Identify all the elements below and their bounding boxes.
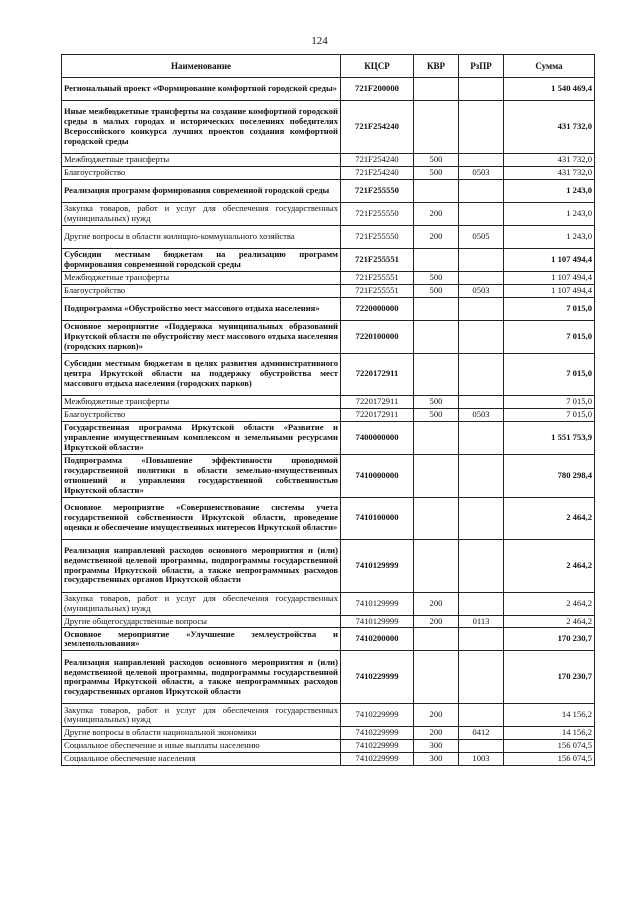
cell-rzpr: 0503 [459,408,504,421]
cell-code: 721F200000 [341,78,414,101]
cell-kvr: 200 [414,202,459,225]
cell-kvr [414,651,459,704]
cell-sum: 1 243,0 [504,225,595,248]
cell-code: 721F255551 [341,284,414,297]
cell-sum: 1 107 494,4 [504,284,595,297]
cell-sum: 7 015,0 [504,353,595,395]
table-row [62,284,595,297]
table-row [62,454,595,497]
cell-code: 721F255550 [341,202,414,225]
cell-rzpr [459,651,504,704]
cell-sum: 2 464,2 [504,497,595,539]
cell-sum: 14 156,2 [504,704,595,727]
cell-kvr: 500 [414,395,459,408]
cell-sum: 1 243,0 [504,202,595,225]
cell-name: Основное мероприятие «Улучшение землеустройства и землепользования» [62,628,341,651]
cell-kvr [414,628,459,651]
cell-name: Реализация направлений расходов основного мероприятия и (или) ведомственной целевой программы, подпрограммы государственной программы Иркутской области, а также непрограммных расходов государственных органов Иркутской области [62,651,341,704]
cell-code: 7400000000 [341,421,414,454]
cell-code: 7410229999 [341,704,414,727]
cell-sum: 1 107 494,4 [504,271,595,284]
cell-sum: 2 464,2 [504,615,595,628]
header-code: КЦСР [341,55,414,78]
cell-rzpr: 0503 [459,166,504,179]
cell-rzpr: 0412 [459,727,504,740]
cell-rzpr [459,179,504,202]
cell-kvr [414,454,459,497]
cell-sum: 1 540 469,4 [504,78,595,101]
cell-sum: 7 015,0 [504,395,595,408]
cell-kvr [414,101,459,154]
cell-code: 7220000000 [341,297,414,320]
cell-sum: 2 464,2 [504,539,595,592]
cell-name: Реализация направлений расходов основного мероприятия и (или) ведомственной целевой программы, подпрограммы государственной программы Иркутской области, а также непрограммных расходов государственных органов Иркутской области [62,539,341,592]
cell-name: Закупка товаров, работ и услуг для обеспечения государственных (муниципальных) нужд [62,202,341,225]
cell-rzpr [459,395,504,408]
table-row [62,320,595,353]
cell-name: Основное мероприятие «Совершенствование системы учета государственной собственности Иркутской области, проведение оценки и обеспечение имущественных интересов Иркутской области» [62,497,341,539]
table-row [62,753,595,766]
cell-sum: 7 015,0 [504,320,595,353]
cell-rzpr [459,421,504,454]
cell-rzpr [459,592,504,615]
cell-sum: 7 015,0 [504,297,595,320]
cell-code: 721F255550 [341,225,414,248]
cell-code: 7410200000 [341,628,414,651]
cell-rzpr: 0113 [459,615,504,628]
cell-rzpr [459,628,504,651]
cell-code: 7220172911 [341,353,414,395]
table-body [62,78,595,766]
table-row [62,202,595,225]
cell-name: Подпрограмма «Обустройство мест массового отдыха населения» [62,297,341,320]
cell-name: Благоустройство [62,408,341,421]
cell-sum: 1 243,0 [504,179,595,202]
cell-kvr: 500 [414,284,459,297]
cell-rzpr: 0503 [459,284,504,297]
table-row [62,271,595,284]
cell-name: Субсидии местным бюджетам на реализацию программ формирования современной городской среды [62,248,341,271]
cell-name: Межбюджетные трансферты [62,395,341,408]
table-row [62,740,595,753]
header-rzpr: РзПР [459,55,504,78]
header-sum: Сумма [504,55,595,78]
cell-code: 7410229999 [341,727,414,740]
table-row [62,704,595,727]
cell-kvr: 200 [414,615,459,628]
cell-rzpr [459,154,504,167]
cell-kvr: 500 [414,154,459,167]
cell-code: 721F254240 [341,154,414,167]
table-row [62,395,595,408]
cell-sum: 14 156,2 [504,727,595,740]
cell-rzpr [459,297,504,320]
cell-kvr: 500 [414,166,459,179]
cell-rzpr [459,271,504,284]
table-row [62,225,595,248]
cell-sum: 170 230,7 [504,628,595,651]
cell-name: Другие общегосударственные вопросы [62,615,341,628]
cell-name: Субсидии местным бюджетам в целях развития административного центра Иркутской области на поддержку обустройства мест массового отдыха населения (городских парков) [62,353,341,395]
cell-name: Другие вопросы в области жилищно-коммунального хозяйства [62,225,341,248]
cell-kvr [414,179,459,202]
table-row [62,179,595,202]
cell-rzpr [459,101,504,154]
cell-kvr: 200 [414,704,459,727]
cell-rzpr [459,202,504,225]
cell-name: Межбюджетные трансферты [62,154,341,167]
cell-sum: 431 732,0 [504,101,595,154]
cell-sum: 431 732,0 [504,166,595,179]
cell-code: 7410000000 [341,454,414,497]
cell-sum: 2 464,2 [504,592,595,615]
cell-kvr [414,297,459,320]
cell-code: 721F255551 [341,248,414,271]
table-row [62,154,595,167]
cell-code: 7410229999 [341,753,414,766]
table-row [62,101,595,154]
cell-name: Иные межбюджетные трансферты на создание комфортной городской среды в малых городах и исторических поселениях победителях Всероссийского конкурса лучших проектов создания комфортной городской среды [62,101,341,154]
cell-name: Межбюджетные трансферты [62,271,341,284]
cell-name: Другие вопросы в области национальной экономики [62,727,341,740]
cell-sum: 7 015,0 [504,408,595,421]
cell-sum: 780 298,4 [504,454,595,497]
cell-name: Региональный проект «Формирование комфортной городской среды» [62,78,341,101]
cell-kvr: 200 [414,225,459,248]
cell-rzpr [459,78,504,101]
table-row [62,166,595,179]
cell-rzpr [459,353,504,395]
header-name: Наименование [62,55,341,78]
cell-code: 7220100000 [341,320,414,353]
cell-kvr [414,497,459,539]
header-kvr: КВР [414,55,459,78]
cell-code: 7220172911 [341,395,414,408]
table-row [62,539,595,592]
table-row [62,297,595,320]
cell-sum: 156 074,5 [504,753,595,766]
cell-kvr: 200 [414,727,459,740]
cell-name: Реализация программ формирования современной городской среды [62,179,341,202]
cell-code: 7410229999 [341,740,414,753]
cell-name: Благоустройство [62,166,341,179]
cell-code: 721F254240 [341,101,414,154]
cell-name: Основное мероприятие «Поддержка муниципальных образований Иркутской области по обустройству мест массового отдыха населения (городских парков)» [62,320,341,353]
cell-kvr [414,539,459,592]
cell-kvr: 500 [414,408,459,421]
cell-kvr: 200 [414,592,459,615]
table-row [62,727,595,740]
table-row [62,408,595,421]
budget-table [61,54,595,766]
table-row [62,628,595,651]
cell-code: 721F254240 [341,166,414,179]
cell-sum: 1 551 753,9 [504,421,595,454]
cell-name: Закупка товаров, работ и услуг для обеспечения государственных (муниципальных) нужд [62,704,341,727]
cell-kvr [414,353,459,395]
cell-kvr [414,320,459,353]
cell-kvr [414,421,459,454]
cell-code: 7220172911 [341,408,414,421]
cell-sum: 170 230,7 [504,651,595,704]
table-row [62,421,595,454]
cell-kvr: 300 [414,740,459,753]
cell-kvr [414,78,459,101]
cell-rzpr [459,497,504,539]
cell-sum: 156 074,5 [504,740,595,753]
cell-name: Социальное обеспечение населения [62,753,341,766]
cell-rzpr [459,454,504,497]
cell-name: Подпрограмма «Повышение эффективности проводимой государственной политики в области земельно-имущественных отношений и управления государственной собственностью Иркутской области» [62,454,341,497]
cell-code: 7410129999 [341,592,414,615]
table-row [62,651,595,704]
cell-code: 7410100000 [341,497,414,539]
table-row [62,592,595,615]
page-number: 124 [311,35,328,47]
cell-name: Государственная программа Иркутской области «Развитие и управление имущественным комплексом и земельными ресурсами Иркутской области» [62,421,341,454]
table-row [62,248,595,271]
cell-rzpr [459,320,504,353]
table-row [62,353,595,395]
cell-code: 7410129999 [341,539,414,592]
table-row [62,497,595,539]
table-row [62,615,595,628]
cell-name: Социальное обеспечение и иные выплаты населению [62,740,341,753]
cell-rzpr: 0505 [459,225,504,248]
cell-code: 7410129999 [341,615,414,628]
cell-rzpr [459,248,504,271]
cell-kvr [414,248,459,271]
cell-rzpr: 1003 [459,753,504,766]
cell-code: 721F255550 [341,179,414,202]
cell-name: Благоустройство [62,284,341,297]
table-row [62,78,595,101]
cell-sum: 431 732,0 [504,154,595,167]
cell-name: Закупка товаров, работ и услуг для обеспечения государственных (муниципальных) нужд [62,592,341,615]
cell-kvr: 300 [414,753,459,766]
cell-sum: 1 107 494,4 [504,248,595,271]
cell-code: 721F255551 [341,271,414,284]
cell-rzpr [459,704,504,727]
cell-kvr: 500 [414,271,459,284]
cell-code: 7410229999 [341,651,414,704]
table-header-row [62,55,595,78]
cell-rzpr [459,539,504,592]
cell-rzpr [459,740,504,753]
